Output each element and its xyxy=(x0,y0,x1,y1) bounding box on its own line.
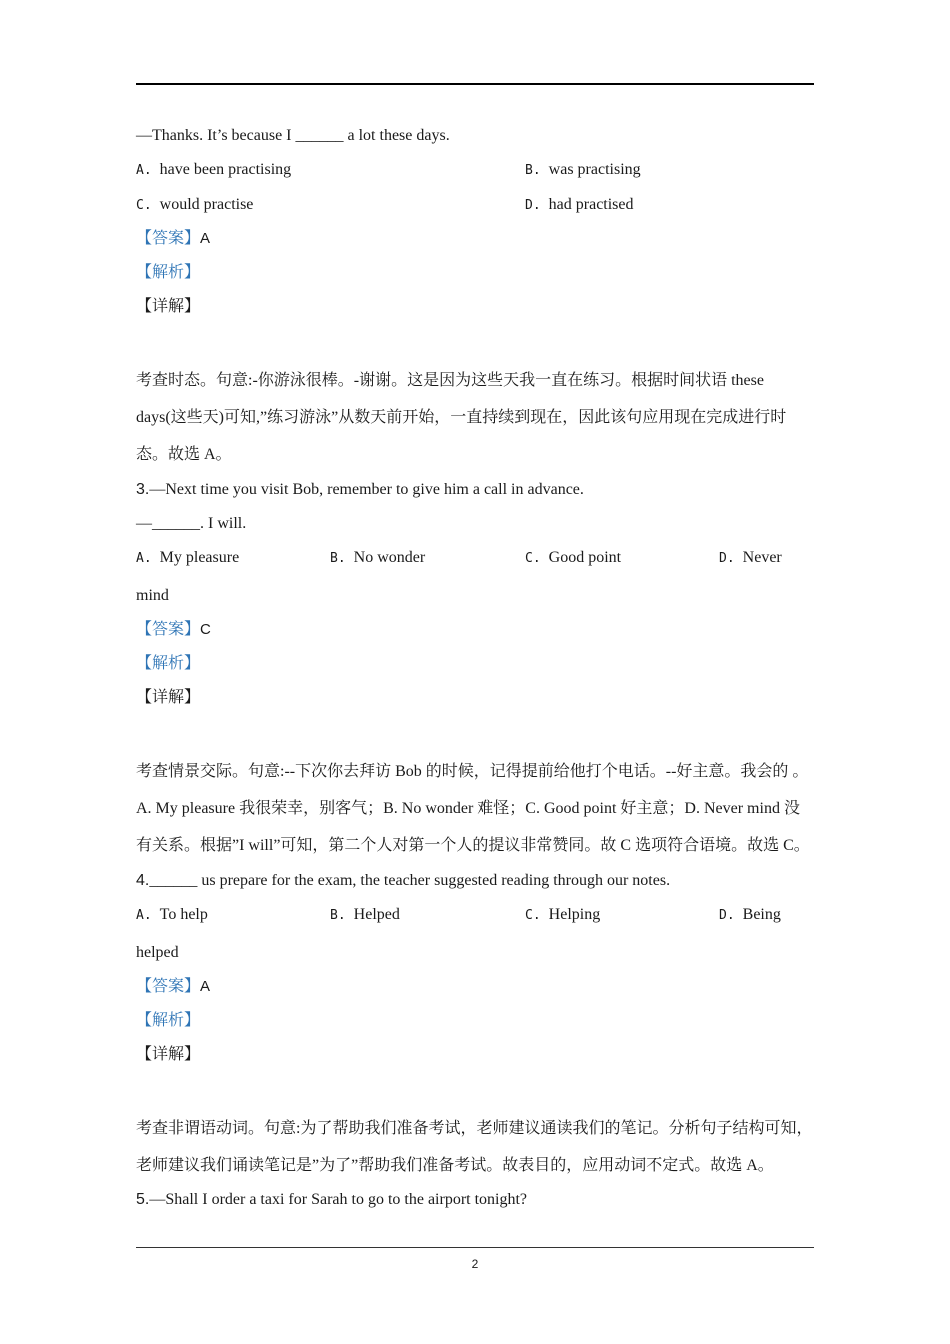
q2-analysis-tag: 【解析】 xyxy=(136,262,201,281)
q2-explanation-line-2: days(这些天)可知,”练习游泳”从数天前开始，一直持续到现在，因此该句应用现在完成进行时 xyxy=(136,409,787,426)
q3-stem-line-2: —______. I will. xyxy=(136,515,247,532)
q4-stem-line-1: 4.______ us prepare for the exam, the teacher suggested reading through our notes. xyxy=(136,872,671,889)
q2-option-a[interactable]: A. have been practising xyxy=(136,161,292,178)
q2-stem-line: —Thanks. It’s because I ______ a lot these days. xyxy=(136,127,450,144)
q2-detail-tag: 【详解】 xyxy=(136,296,201,315)
q4-explanation-line-1: 考查非谓语动词。句意:为了帮助我们准备考试，老师建议通读我们的笔记。分析句子结构可知， xyxy=(136,1120,813,1137)
q4-detail-tag: 【详解】 xyxy=(136,1044,201,1063)
q3-explanation-line-2: A. My pleasure 我很荣幸，别客气；B. No wonder 难怪；C. Good point 好主意；D. Never mind 没 xyxy=(136,800,800,817)
q4-option-b[interactable]: B. Helped xyxy=(330,906,400,923)
q3-detail-tag: 【详解】 xyxy=(136,687,201,706)
q2-option-b[interactable]: B. was practising xyxy=(525,161,641,178)
footer-rule xyxy=(136,1247,814,1248)
q3-option-b[interactable]: B. No wonder xyxy=(330,549,426,566)
q3-explanation-line-1: 考查情景交际。句意:--下次你去拜访 Bob 的时候，记得提前给他打个电话。--好主意。我会的 。 xyxy=(136,763,809,780)
q4-option-d[interactable]: D. Being xyxy=(719,906,781,923)
page-number: 2 xyxy=(471,1257,479,1271)
q4-option-d-wrap: helped xyxy=(136,944,179,961)
q2-explanation-line-1: 考查时态。句意:-你游泳很棒。-谢谢。这是因为这些天我一直在练习。根据时间状语 these xyxy=(136,372,764,389)
q3-option-d[interactable]: D. Never xyxy=(719,549,782,566)
q4-option-a[interactable]: A. To help xyxy=(136,906,208,923)
q2-explanation-line-3: 态。故选 A。 xyxy=(136,446,232,463)
q3-number: 3. xyxy=(136,481,150,498)
q5-stem-line-1: 5.—Shall I order a taxi for Sarah to go to the airport tonight? xyxy=(136,1191,528,1208)
q2-option-c[interactable]: C. would practise xyxy=(136,196,254,213)
q2-answer: 【答案】A xyxy=(136,228,211,247)
q4-analysis-tag: 【解析】 xyxy=(136,1010,201,1029)
q3-stem-line-1: 3.—Next time you visit Bob, remember to give him a call in advance. xyxy=(136,481,584,498)
q3-explanation-line-3: 有关系。根据”I will”可知，第二个人对第一个人的提议非常赞同。故 C 选项符合语境。故选 C。 xyxy=(136,837,810,854)
q3-option-a[interactable]: A. My pleasure xyxy=(136,549,240,566)
header-rule xyxy=(136,83,814,85)
q3-option-d-wrap: mind xyxy=(136,587,169,604)
q5-number: 5. xyxy=(136,1191,150,1208)
q3-option-c[interactable]: C. Good point xyxy=(525,549,622,566)
q2-option-d[interactable]: D. had practised xyxy=(525,196,634,213)
q3-answer: 【答案】C xyxy=(136,619,211,638)
q4-answer: 【答案】A xyxy=(136,976,211,995)
q4-option-c[interactable]: C. Helping xyxy=(525,906,601,923)
q4-number: 4. xyxy=(136,872,150,889)
q3-analysis-tag: 【解析】 xyxy=(136,653,201,672)
q4-explanation-line-2: 老师建议我们诵读笔记是”为了”帮助我们准备考试。故表目的，应用动词不定式。故选 A。 xyxy=(136,1157,774,1174)
